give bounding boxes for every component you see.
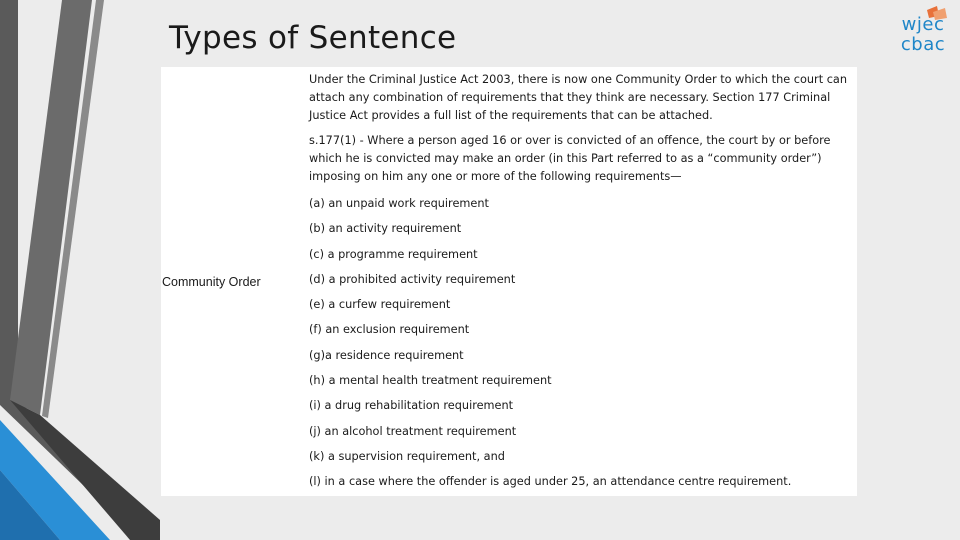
logo-line-1: wjec	[901, 14, 945, 35]
requirement-item: (i) a drug rehabilitation requirement	[309, 399, 514, 413]
logo-line-2: cbac	[900, 34, 946, 55]
requirement-item: (b) an activity requirement	[309, 222, 462, 236]
requirement-item: (l) in a case where the offender is aged under 25, an attendance centre requirement.	[309, 475, 792, 489]
requirement-item: (e) a curfew requirement	[309, 298, 451, 312]
requirement-item: (d) a prohibited activity requirement	[309, 272, 516, 286]
requirement-item: (h) a mental health treatment requirement	[309, 374, 552, 388]
wjec-cbac-logo	[893, 2, 953, 62]
section-paragraph: s.177(1) - Where a person aged 16 or over is convicted of an offence, the court by or before which he is convicted may make an order (in this Part referred to as a “community order”) imposing on him any one or more of the following requirements—	[309, 134, 831, 183]
requirement-item: (f) an exclusion requirement	[309, 323, 470, 337]
requirement-item: (g)a residence requirement	[309, 348, 464, 362]
decorative-stripes	[0, 0, 160, 540]
slide-title: Types of Sentence	[169, 20, 457, 56]
row-label: Community Order	[162, 275, 261, 289]
intro-paragraph: Under the Criminal Justice Act 2003, there is now one Community Order to which the court can attach any combination of requirements that they think are necessary. Section 177 Criminal Justice Act provides a full list of the requirements that can be attached.	[309, 73, 848, 122]
requirement-item: (k) a supervision requirement, and	[309, 449, 505, 463]
requirement-item: (c) a programme requirement	[309, 247, 478, 261]
requirement-item: (a) an unpaid work requirement	[309, 197, 489, 210]
content-table	[161, 67, 857, 496]
requirement-item: (j) an alcohol treatment requirement	[309, 424, 517, 438]
requirements-cell	[309, 71, 854, 499]
